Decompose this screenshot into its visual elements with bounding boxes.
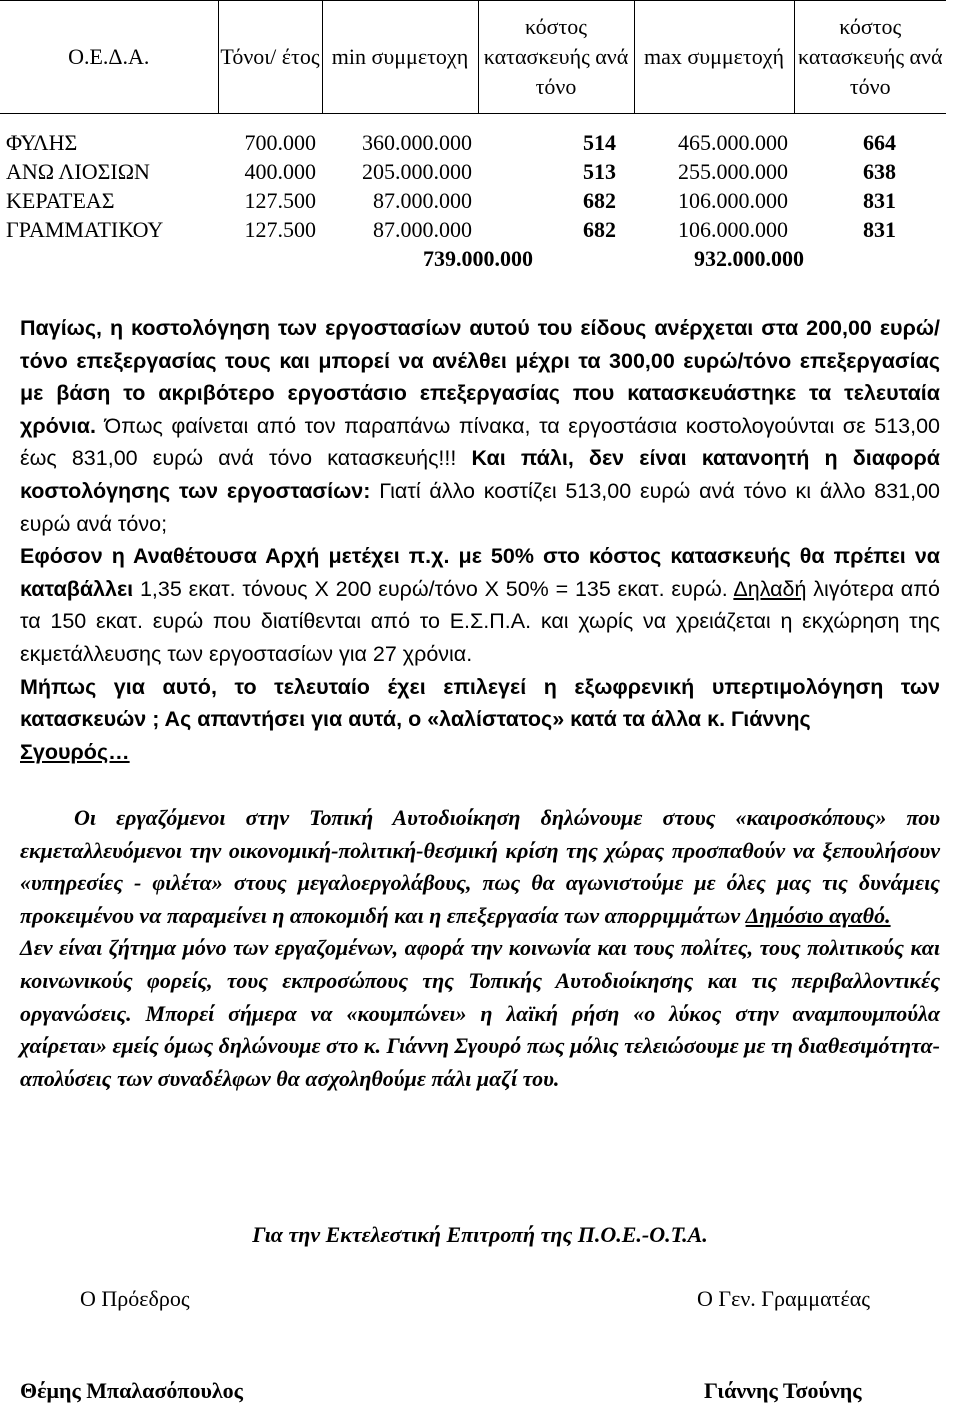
- cell-tons: 127.500: [244, 188, 316, 213]
- cell-min: 205.000.000: [362, 159, 472, 184]
- paragraph-workers: Οι εργαζόμενοι στην Τοπική Αυτοδιοίκηση δηλώνουμε στους «καιροσκόπους» που εκμεταλλευόμενοι την οικονομική-πολιτική-θεσμική κρίση της χώρας προσπαθούν να ξεπουλήσουν «υπηρεσίες - φιλέτα» στους μεγαλοεργολάβους, πως θα αγωνιστούμε με όλες μας τις δυνάμεις προκειμένου να παραμείνει η αποκομιδή και η επεξεργασία των απορριμμάτων: [20, 805, 940, 928]
- cell-min: 87.000.000: [373, 188, 472, 213]
- cost-table: [0, 0, 946, 273]
- total-max: 932.000.000: [694, 246, 804, 271]
- header-cost-per-ton-min: κόστος κατασκευής ανά τόνο: [478, 1, 634, 114]
- cell-max: 106.000.000: [678, 217, 788, 242]
- table-row: [0, 128, 946, 157]
- cell-min: 87.000.000: [373, 217, 472, 242]
- cell-min: 360.000.000: [362, 130, 472, 155]
- signature-left-title: Ο Πρόεδρος: [80, 1286, 190, 1311]
- cell-max: 106.000.000: [678, 188, 788, 213]
- cell-cost-max: 664: [863, 130, 896, 155]
- header-cost-per-ton-max: κόστος κατασκευής ανά τόνο: [794, 1, 946, 114]
- signature-left-name: Θέμης Μπαλασόπουλος: [20, 1378, 243, 1403]
- cell-cost-min: 513: [583, 159, 616, 184]
- paragraph-cost-observation: Όπως φαίνεται από τον παραπάνω πίνακα, τα εργοστάσια κοστολογούνται σε 513,00 έως 831,00 ευρώ ανά τόνο κατασκευής!!!: [20, 413, 940, 471]
- cell-max: 255.000.000: [678, 159, 788, 184]
- italic-statement: [20, 802, 940, 1095]
- paragraph-espa: λιγότερα από τα 150 εκατ. ευρώ που διατίθενται από το Ε.Σ.Π.Α. και χωρίς να χρειάζεται η εκχώρηση της εκμετάλλευσης των εργοστασίων για 27 χρόνια.: [20, 576, 940, 666]
- table-header-row: [0, 1, 946, 114]
- cell-cost-min: 682: [583, 217, 616, 242]
- cell-odea: ΚΕΡΑΤΕΑΣ: [6, 188, 115, 213]
- paragraph-society: Δεν είναι ζήτημα μόνο των εργαζομένων, αφορά την κοινωνία και τους πολίτες, τους πολιτικούς και κοινωνικούς φορείς, τους εκπροσώπους της Τοπικής Αυτοδιοίκησης και τις περιβαλλοντικές οργανώσεις. Μπορεί σήμερα να «κουμπώνει» η λαϊκή ρήση «ο λύκος στην αναμπουμπούλα χαίρεται» εμείς όμως δηλώνουμε στο κ. Γιάννη Σγουρό πως μόλις τελειώσουμε με τη διαθεσιμότητα-απολύσεις των συναδέλφων θα ασχοληθούμε πάλι μαζί του.: [20, 935, 940, 1091]
- total-min: 739.000.000: [423, 246, 533, 271]
- header-odea: Ο.Ε.Δ.Α.: [0, 1, 218, 114]
- paragraph-authority: Εφόσον η Αναθέτουσα Αρχή μετέχει π.χ. με 50% στο κόστος κατασκευής θα πρέπει να καταβάλλει: [20, 544, 940, 601]
- header-max-participation: max συμμετοχή: [634, 1, 794, 114]
- header-min-participation: min συμμετοχη: [322, 1, 478, 114]
- cell-tons: 127.500: [244, 217, 316, 242]
- header-tons-year: Τόνοι/ έτος: [218, 1, 322, 114]
- paragraph-question: Μήπως για αυτό, το τελευταίο έχει επιλεγεί η εξωφρενική υπερτιμολόγηση των κατασκευών ; Ας απαντήσει για αυτά, ο «λαλίστατος» κατά τα άλλα κ. Γιάννης: [20, 674, 940, 732]
- cell-odea: ΓΡΑΜΜΑΤΙΚΟΥ: [6, 217, 164, 242]
- signature-org-line: Για την Εκτελεστική Επιτροπή της Π.Ο.Ε.-Ο.Τ.Α.: [252, 1222, 708, 1247]
- paragraph-cost-norm: Παγίως, η κοστολόγηση των εργοστασίων αυτού του είδους ανέρχεται στα 200,00 ευρώ/τόνο επεξεργασίας τους και μπορεί να ανέλθει μέχρι τα 300,00 ευρώ/τόνο επεξεργασίας με βάση το ακριβότερο εργοστάσιο επεξεργασίας που κατασκευάστηκε τα τελευταία χρόνια.: [20, 316, 940, 438]
- cell-cost-max: 831: [863, 188, 896, 213]
- paragraph-public-good: Δημόσιο αγαθό.: [745, 902, 891, 928]
- cell-tons: 400.000: [244, 159, 316, 184]
- paragraph-calculation: 1,35 εκατ. τόνους Χ 200 ευρώ/τόνο Χ 50% = 135 εκατ. ευρώ.: [133, 576, 728, 601]
- cell-cost-min: 514: [583, 130, 616, 155]
- table-row: [0, 215, 946, 244]
- table-row: [0, 186, 946, 215]
- signature-right-name: Γιάννης Τσούνης: [704, 1378, 862, 1403]
- cell-cost-min: 682: [583, 188, 616, 213]
- paragraph-why: Γιατί άλλο κοστίζει 513,00 ευρώ ανά τόνο κι άλλο 831,00 ευρώ ανά τόνο;: [20, 478, 941, 536]
- paragraph-difference: Και πάλι, δεν είναι κατανοητή η διαφορά κοστολόγησης των εργοστασίων:: [20, 446, 940, 503]
- cell-tons: 700.000: [244, 130, 316, 155]
- paragraph-sgouros: Σγουρός…: [20, 739, 130, 764]
- table-row: [0, 157, 946, 186]
- cell-odea: ΦΥΛΗΣ: [6, 130, 78, 155]
- cell-max: 465.000.000: [678, 130, 788, 155]
- cell-cost-max: 831: [863, 217, 896, 242]
- signature-right-title: Ο Γεν. Γραμματέας: [697, 1286, 870, 1311]
- cell-odea: ΑΝΩ ΛΙΟΣΙΩΝ: [6, 159, 150, 184]
- table-totals-row: [0, 244, 946, 273]
- paragraph-namely: Δηλαδή: [733, 576, 807, 601]
- body-text: [20, 312, 940, 768]
- cell-cost-max: 638: [863, 159, 896, 184]
